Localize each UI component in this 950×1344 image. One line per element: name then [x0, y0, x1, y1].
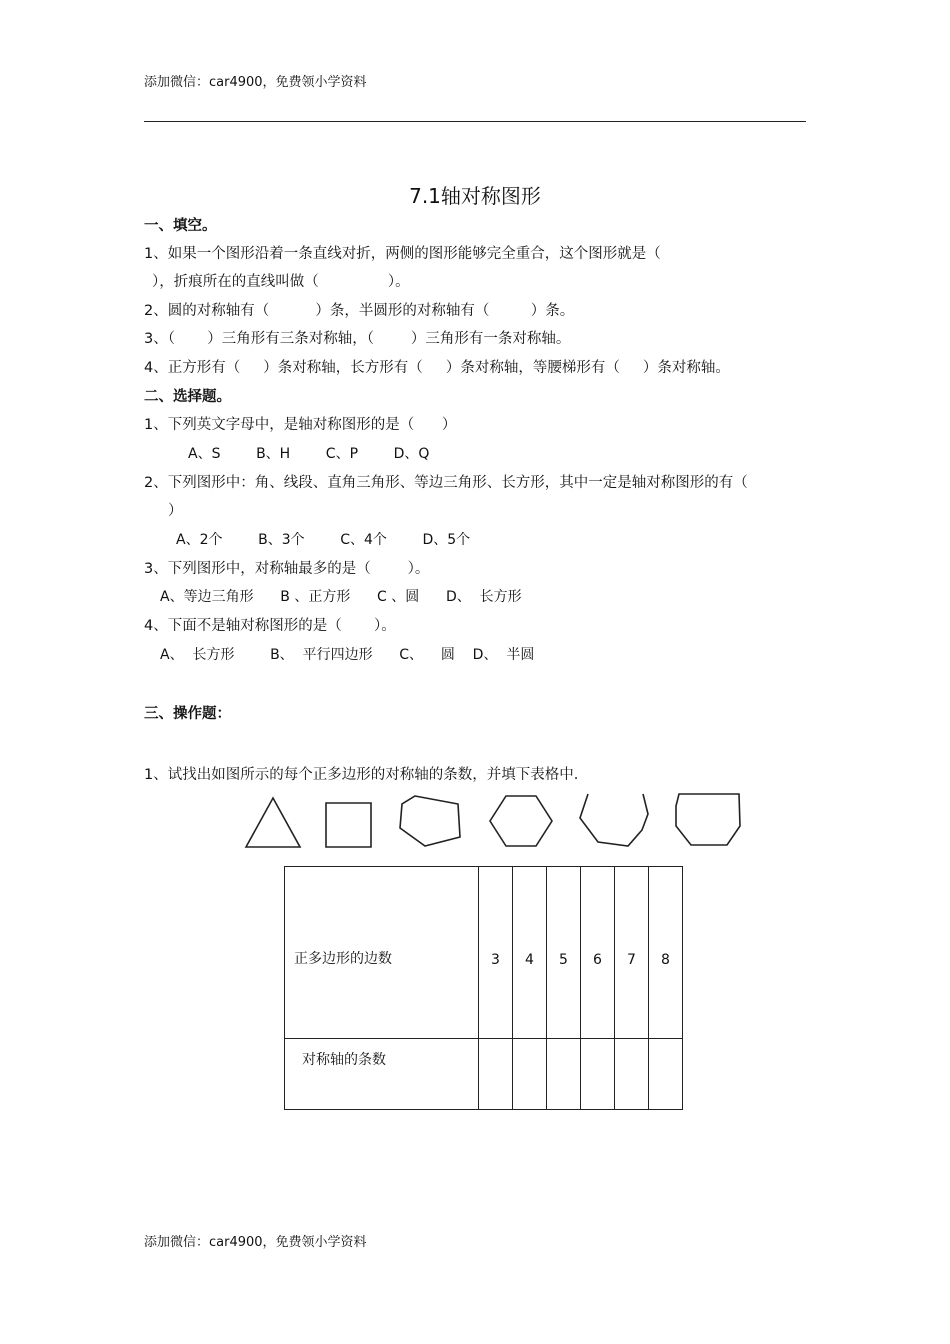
s2-q4-options: A、 长方形 B、 平行四边形 C、 圆 D、 半圆 — [160, 647, 535, 663]
heptagon-icon — [580, 794, 648, 846]
s2-q3: 3、下列图形中，对称轴最多的是（ ）。 — [144, 561, 430, 577]
s1-q4: 4、正方形有（ ）条对称轴，长方形有（ ）条对称轴，等腰梯形有（ ）条对称轴。 — [144, 360, 730, 376]
s1-q1-line2: ），折痕所在的直线叫做（ ）。 — [152, 274, 410, 290]
axes-answer-cell[interactable] — [649, 1039, 683, 1110]
table-row — [285, 1039, 683, 1110]
sides-cell: 3 — [479, 867, 513, 1039]
s2-q2-line1: 2、下列图形中：角、线段、直角三角形、等边三角形、长方形，其中一定是轴对称图形的有（ — [144, 475, 748, 491]
s1-q3: 3、（ ）三角形有三条对称轴，（ ）三角形有一条对称轴。 — [144, 331, 571, 347]
section1-heading: 一、填空。 — [144, 218, 217, 234]
square-icon — [326, 803, 371, 847]
sides-cell: 7 — [615, 867, 649, 1039]
header-note: 添加微信：car4900，免费领小学资料 — [144, 75, 367, 90]
sides-cell: 4 — [513, 867, 547, 1039]
s2-q2-options: A、2个 B、3个 C、4个 D、5个 — [176, 532, 471, 548]
s2-q1-options: A、S B、H C、P D、Q — [188, 446, 430, 462]
sides-cell: 8 — [649, 867, 683, 1039]
axes-answer-cell[interactable] — [479, 1039, 513, 1110]
section2-heading: 二、选择题。 — [144, 389, 231, 405]
s2-q2-line2: ） — [168, 503, 183, 519]
axes-answer-cell[interactable] — [547, 1039, 581, 1110]
row-label-sides: 正多边形的边数 — [285, 867, 479, 1039]
s2-q4: 4、下面不是轴对称图形的是（ ）。 — [144, 618, 396, 634]
axes-answer-cell[interactable] — [615, 1039, 649, 1110]
sides-cell: 6 — [581, 867, 615, 1039]
triangle-icon — [246, 798, 300, 847]
s1-q1-line1: 1、如果一个图形沿着一条直线对折，两侧的图形能够完全重合，这个图形就是（ — [144, 246, 661, 262]
section3-heading: 三、操作题： — [144, 706, 231, 722]
polygon-figures — [240, 790, 750, 852]
octagon-icon — [676, 794, 740, 845]
axes-answer-cell[interactable] — [581, 1039, 615, 1110]
s2-q3-options: A、等边三角形 B 、正方形 C 、圆 D、 长方形 — [160, 589, 522, 605]
hexagon-icon — [490, 796, 552, 846]
row-label-axes: 对称轴的条数 — [285, 1039, 479, 1110]
footer-note: 添加微信：car4900，免费领小学资料 — [144, 1235, 367, 1250]
s2-q1: 1、下列英文字母中，是轴对称图形的是（ ） — [144, 417, 457, 433]
s3-q1: 1、试找出如图所示的每个正多边形的对称轴的条数，并填下表格中. — [144, 767, 579, 783]
page-title: 7.1轴对称图形 — [409, 184, 541, 208]
header-rule — [144, 121, 806, 122]
sides-cell: 5 — [547, 867, 581, 1039]
pentagon-icon — [400, 796, 460, 846]
s1-q2: 2、圆的对称轴有（ ）条，半圆形的对称轴有（ ）条。 — [144, 303, 575, 319]
answer-table — [284, 866, 683, 1110]
axes-answer-cell[interactable] — [513, 1039, 547, 1110]
table-row — [285, 867, 683, 1039]
